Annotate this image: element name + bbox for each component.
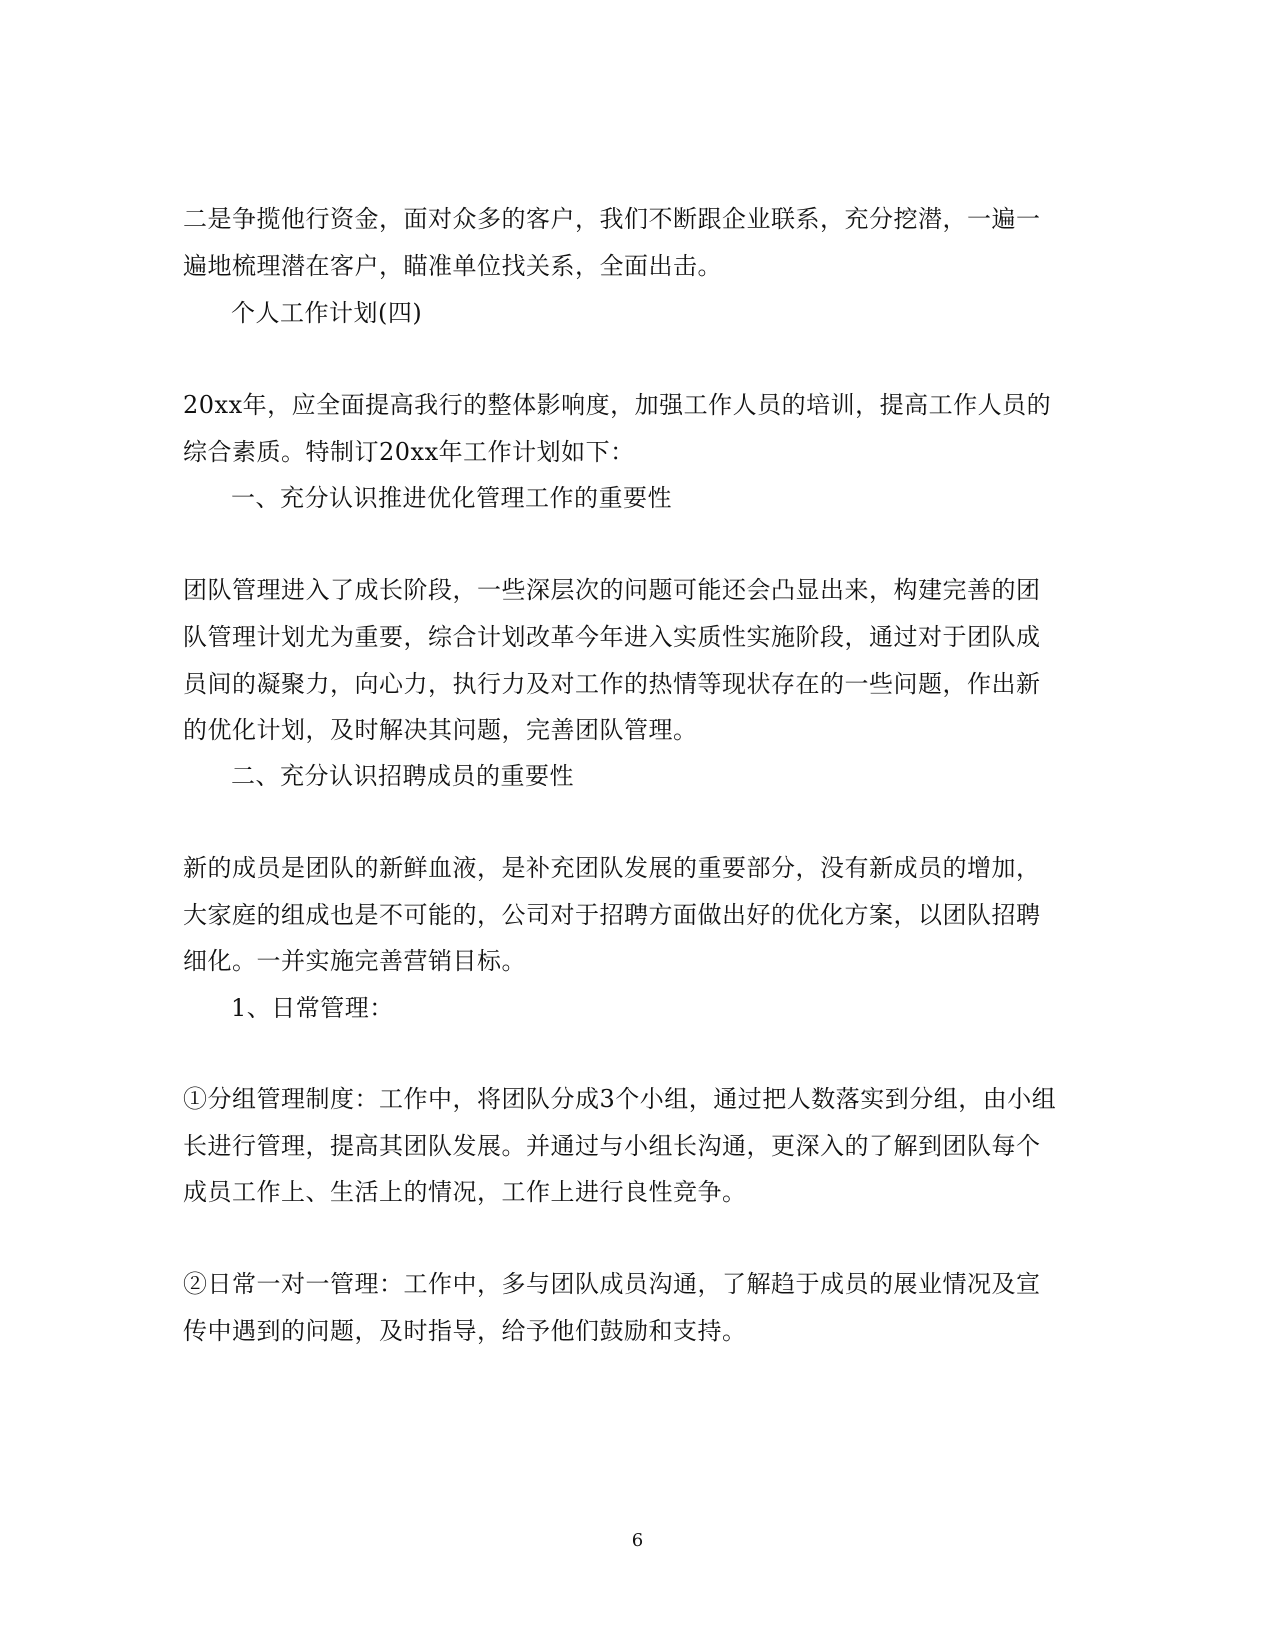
- paragraph-line: ①分组管理制度：工作中，将团队分成3个小组，通过把人数落实到分组，由小组: [183, 1085, 1057, 1113]
- paragraph-line: 综合素质。特制订20xx年工作计划如下：: [183, 438, 635, 466]
- section-heading: 二、充分认识招聘成员的重要性: [231, 762, 574, 790]
- paragraph-line: 传中遇到的问题，及时指导，给予他们鼓励和支持。: [183, 1317, 747, 1345]
- paragraph-line: 大家庭的组成也是不可能的，公司对于招聘方面做出好的优化方案，以团队招聘: [183, 901, 1041, 929]
- section-title: 个人工作计划(四): [231, 299, 423, 327]
- paragraph-line: 成员工作上、生活上的情况，工作上进行良性竞争。: [183, 1178, 747, 1206]
- paragraph-line: 20xx年，应全面提高我行的整体影响度，加强工作人员的培训，提高工作人员的: [183, 391, 1052, 419]
- paragraph-line: 细化。一并实施完善营销目标。: [183, 947, 526, 975]
- subsection-heading: 1、日常管理：: [231, 994, 394, 1022]
- paragraph-line: 二是争揽他行资金，面对众多的客户，我们不断跟企业联系，充分挖潜，一遍一: [183, 205, 1041, 233]
- paragraph-line: 长进行管理，提高其团队发展。并通过与小组长沟通，更深入的了解到团队每个: [183, 1132, 1041, 1160]
- paragraph-line: 团队管理进入了成长阶段，一些深层次的问题可能还会凸显出来，构建完善的团: [183, 576, 1041, 604]
- paragraph-line: 队管理计划尤为重要，综合计划改革今年进入实质性实施阶段，通过对于团队成: [183, 623, 1041, 651]
- paragraph-line: 的优化计划，及时解决其问题，完善团队管理。: [183, 716, 698, 744]
- paragraph-line: 员间的凝聚力，向心力，执行力及对工作的热情等现状存在的一些问题，作出新: [183, 670, 1041, 698]
- paragraph-line: ②日常一对一管理：工作中，多与团队成员沟通，了解趋于成员的展业情况及宣: [183, 1270, 1041, 1298]
- section-heading: 一、充分认识推进优化管理工作的重要性: [231, 484, 672, 512]
- page-number: 6: [631, 1530, 644, 1551]
- paragraph-line: 遍地梳理潜在客户，瞄准单位找关系，全面出击。: [183, 252, 722, 280]
- paragraph-line: 新的成员是团队的新鲜血液，是补充团队发展的重要部分，没有新成员的增加，: [183, 854, 1041, 882]
